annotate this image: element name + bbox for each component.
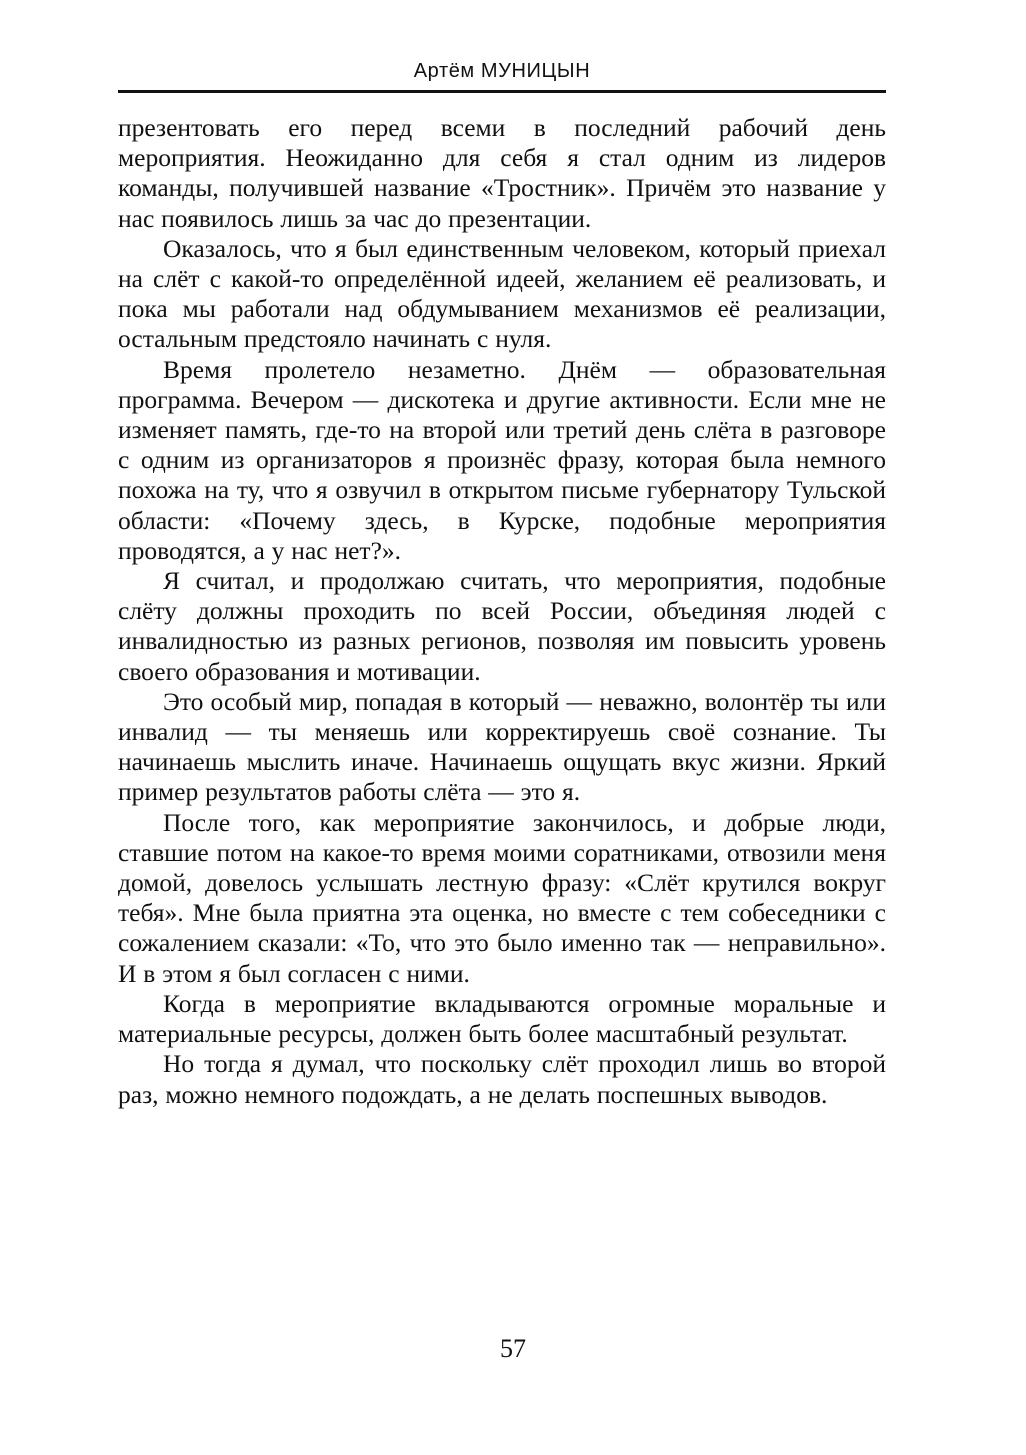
paragraph: Оказалось, что я был единственным человеком, который приехал на слёт с какой-то определённой идеей, желанием её реализовать, и пока мы работали над обдумыванием механизмов её реализации, остальным предстояло начинать с нуля. [118,233,886,354]
header-divider-rule [118,90,886,93]
paragraph: После того, как мероприятие закончилось, и добрые люди, ставшие потом на какое-то время моими соратниками, отвозили меня домой, довелось услышать лестную фразу: «Слёт крутился вокруг тебя». Мне была приятна эта оценка, но вместе с тем собеседники с сожалением сказали: «То, что это было именно так — неправильно». И в этом я был согласен с ними. [118,807,886,988]
paragraph: презентовать его перед всеми в последний рабочий день мероприятия. Неожиданно для себя я стал одним из лидеров команды, получившей название «Тростник». Причём это название у нас появилось лишь за час до презентации. [118,113,886,233]
paragraph: Это особый мир, попадая в который — неважно, волонтёр ты или инвалид — ты меняешь или корректируешь своё сознание. Ты начинаешь мыслить иначе. Начинаешь ощущать вкус жизни. Яркий пример результатов работы слёта — это я. [118,686,886,807]
paragraph: Время пролетело незаметно. Днём — образовательная программа. Вечером — дискотека и другие активности. Если мне не изменяет память, где-то на второй или третий день слёта в разговоре с одним из организаторов я произнёс фразу, которая была немного похожа на ту, что я озвучил в открытом письме губернатору Тульской области: «Почему здесь, в Курске, подобные мероприятия проводятся, а у нас нет?». [118,354,886,565]
page-number: 57 [500,1334,526,1363]
paragraph: Когда в мероприятие вкладываются огромные моральные и материальные ресурсы, должен быть более масштабный результат. [118,988,886,1049]
paragraph: Я считал, и продолжаю считать, что мероприятия, подобные слёту должны проходить по всей России, объединяя людей с инвалидностью из разных регионов, позволяя им повысить уровень своего образования и мотивации. [118,566,886,686]
running-header-title: Артём МУНИЦЫН [413,60,591,82]
paragraph: Но тогда я думал, что поскольку слёт проходил лишь во второй раз, можно немного подождать, а не делать поспешных выводов. [118,1049,886,1109]
body-text-column [118,113,886,1110]
running-header [118,58,886,93]
